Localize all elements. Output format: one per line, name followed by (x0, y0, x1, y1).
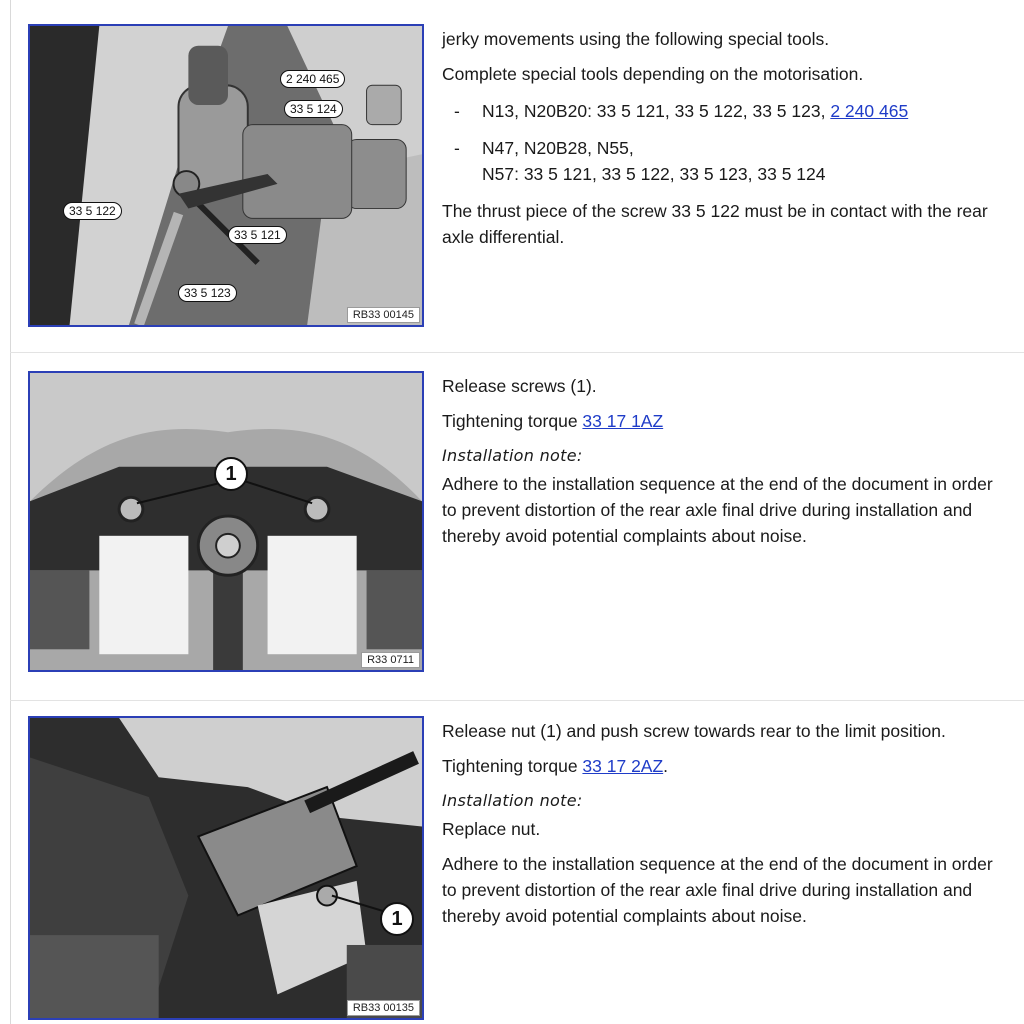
callout-tool: 33 5 123 (178, 284, 237, 302)
section-1-text (442, 26, 1012, 259)
section-divider (10, 700, 1024, 701)
replace-text: Replace nut. (442, 819, 541, 839)
figure-code: RB33 00135 (347, 1000, 420, 1016)
installation-note-text: Adhere to the installation sequence at the end of the document in order to prevent distortion of the rear axle final drive during installation and thereby avoid potential complaints about noise. (442, 854, 993, 926)
callout-tool: 33 5 122 (63, 202, 122, 220)
figure-release-screws (28, 371, 424, 672)
list-dash: - (454, 101, 460, 121)
figure-special-tools (28, 24, 424, 327)
photo-release-nut (30, 718, 422, 1018)
marker-number: 1 (380, 902, 414, 936)
torque-link[interactable]: 33 17 2AZ (582, 756, 664, 776)
torque-line (442, 408, 1012, 434)
tools-list-text: N13, N20B20: 33 5 121, 33 5 122, 33 5 123, (482, 101, 831, 121)
torque-suffix: . (663, 756, 669, 776)
page-left-rule (10, 0, 11, 1024)
intro-text: Complete special tools depending on the motorisation. (442, 64, 864, 84)
installation-note-label: Installation note: (442, 791, 583, 810)
photo-release-screws (30, 373, 422, 670)
photo-special-tools (30, 26, 422, 325)
figure-code: RB33 00145 (347, 307, 420, 323)
release-text: Release nut (1) and push screw towards rear to the limit position. (442, 721, 946, 741)
installation-note-label: Installation note: (442, 446, 583, 465)
torque-link[interactable]: 33 17 1AZ (582, 411, 664, 431)
torque-label: Tightening torque (442, 756, 583, 776)
torque-label: Tightening torque (442, 411, 583, 431)
intro-text: jerky movements using the following special tools. (442, 29, 830, 49)
tools-list-item (442, 135, 1012, 187)
release-text: Release screws (1). (442, 376, 597, 396)
callout-tool: 2 240 465 (280, 70, 345, 88)
figure-code: R33 0711 (361, 652, 420, 668)
section-3-text (442, 718, 1012, 938)
tool-link[interactable]: 2 240 465 (830, 101, 909, 121)
tools-list-item (442, 98, 1012, 124)
torque-line (442, 753, 1012, 779)
figure-release-nut (28, 716, 424, 1020)
tools-list-text: N47, N20B28, N55, (482, 138, 634, 158)
tools-list-text: N57: 33 5 121, 33 5 122, 33 5 123, 33 5 124 (482, 164, 826, 184)
list-dash: - (454, 138, 460, 158)
thrust-text: The thrust piece of the screw 33 5 122 must be in contact with the rear axle differential. (442, 201, 988, 247)
callout-tool: 33 5 121 (228, 226, 287, 244)
section-2-text (442, 373, 1012, 558)
section-divider (10, 352, 1024, 353)
callout-tool: 33 5 124 (284, 100, 343, 118)
marker-number: 1 (214, 457, 248, 491)
installation-note-text: Adhere to the installation sequence at the end of the document in order to prevent distortion of the rear axle final drive during installation and thereby avoid potential complaints about noise. (442, 474, 993, 546)
